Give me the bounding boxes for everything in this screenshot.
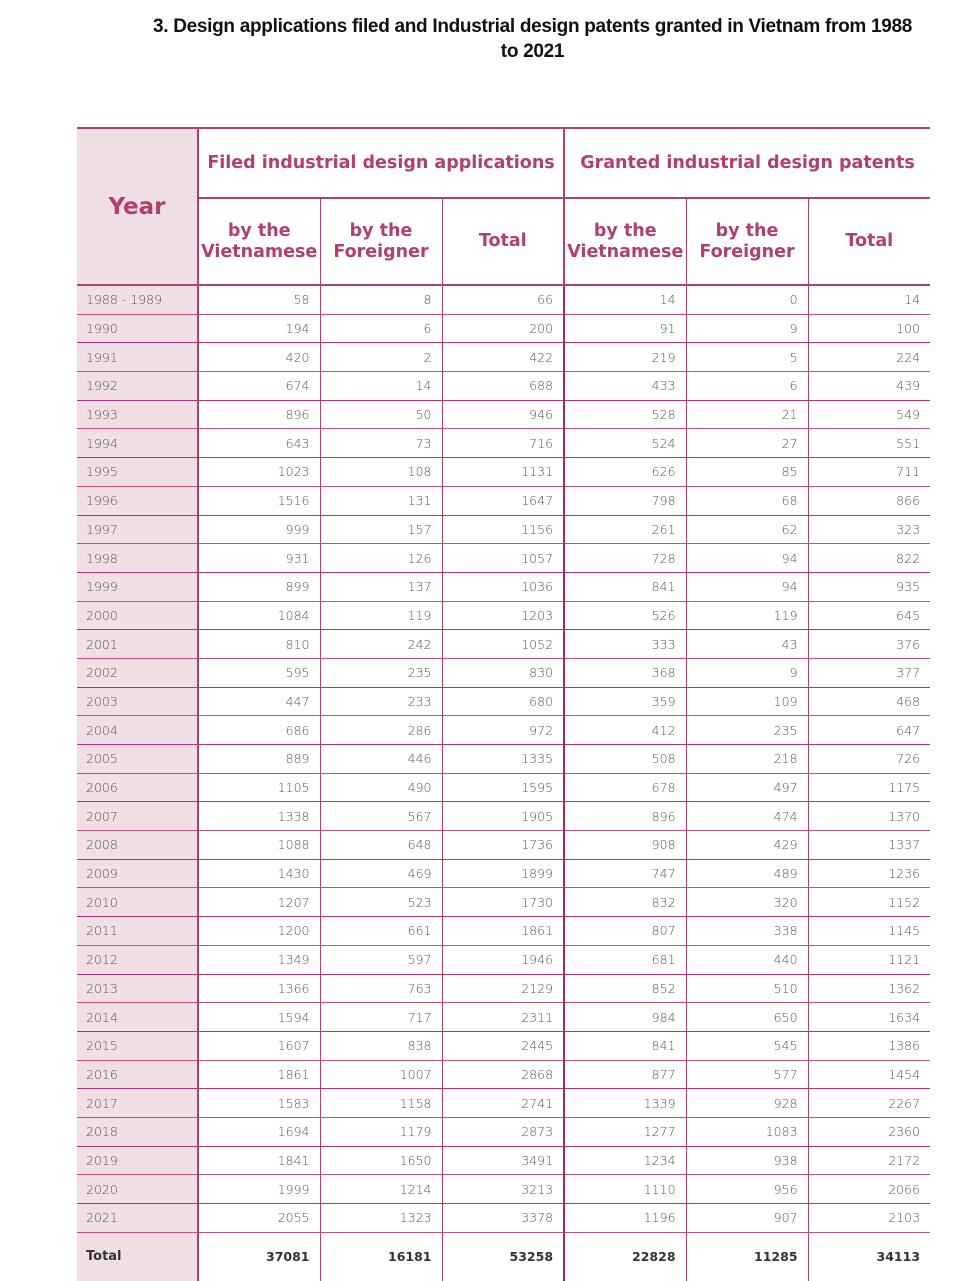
filed-total-cell: 2741 xyxy=(442,1089,564,1118)
filed-total-cell: 3213 xyxy=(442,1175,564,1204)
granted-foreigner-cell: 43 xyxy=(686,630,808,659)
granted-total-header: Total xyxy=(808,198,930,285)
granted-total-cell: 549 xyxy=(808,400,930,429)
granted-foreigner-cell: 320 xyxy=(686,888,808,917)
filed-total-cell: 1899 xyxy=(442,859,564,888)
granted-total-cell: 2172 xyxy=(808,1146,930,1175)
year-cell: 2015 xyxy=(77,1031,198,1060)
filed-foreigner-cell: 838 xyxy=(320,1031,442,1060)
filed-total-cell: 1946 xyxy=(442,945,564,974)
table-row xyxy=(77,572,930,601)
year-cell: 1997 xyxy=(77,515,198,544)
granted-total-cell: 1145 xyxy=(808,917,930,946)
table-row xyxy=(77,773,930,802)
granted-foreigner-cell: 9 xyxy=(686,314,808,343)
table-row xyxy=(77,343,930,372)
granted-foreigner-cell: 0 xyxy=(686,285,808,314)
granted-vietnamese-cell: 526 xyxy=(564,601,686,630)
granted-total-cell: 224 xyxy=(808,343,930,372)
granted-total-cell: 647 xyxy=(808,716,930,745)
filed-foreigner-cell: 1007 xyxy=(320,1060,442,1089)
table-row xyxy=(77,745,930,774)
filed-foreigner-cell: 523 xyxy=(320,888,442,917)
table-row xyxy=(77,515,930,544)
table-body xyxy=(77,285,930,1281)
granted-foreigner-cell: 510 xyxy=(686,974,808,1003)
filed-foreigner-cell: 648 xyxy=(320,831,442,860)
filed-total-cell: 1131 xyxy=(442,458,564,487)
granted-vietnamese-cell: 22828 xyxy=(564,1232,686,1281)
granted-foreigner-cell: 6 xyxy=(686,372,808,401)
filed-foreigner-cell: 126 xyxy=(320,544,442,573)
granted-total-cell: 645 xyxy=(808,601,930,630)
year-cell: 2021 xyxy=(77,1204,198,1233)
granted-vietnamese-cell: 1110 xyxy=(564,1175,686,1204)
granted-foreigner-cell: 474 xyxy=(686,802,808,831)
year-cell: 2002 xyxy=(77,658,198,687)
filed-total-cell: 3491 xyxy=(442,1146,564,1175)
year-cell: 1991 xyxy=(77,343,198,372)
filed-total-cell: 830 xyxy=(442,658,564,687)
granted-vietnamese-cell: 359 xyxy=(564,687,686,716)
year-cell: 2020 xyxy=(77,1175,198,1204)
granted-total-cell: 2103 xyxy=(808,1204,930,1233)
year-cell: 1998 xyxy=(77,544,198,573)
granted-total-cell: 1175 xyxy=(808,773,930,802)
filed-foreigner-cell: 1158 xyxy=(320,1089,442,1118)
table-row xyxy=(77,658,930,687)
granted-total-cell: 1454 xyxy=(808,1060,930,1089)
filed-total-header: Total xyxy=(442,198,564,285)
table-row xyxy=(77,601,930,630)
granted-foreigner-cell: 27 xyxy=(686,429,808,458)
granted-foreigner-cell: 11285 xyxy=(686,1232,808,1281)
filed-total-cell: 1861 xyxy=(442,917,564,946)
granted-total-cell: 1362 xyxy=(808,974,930,1003)
granted-total-cell: 551 xyxy=(808,429,930,458)
granted-foreigner-cell: 338 xyxy=(686,917,808,946)
table-row xyxy=(77,400,930,429)
filed-total-cell: 1647 xyxy=(442,486,564,515)
filed-vietnamese-cell: 1583 xyxy=(198,1089,320,1118)
table-row xyxy=(77,859,930,888)
filed-vietnamese-cell: 1084 xyxy=(198,601,320,630)
granted-total-cell: 822 xyxy=(808,544,930,573)
year-cell: 2005 xyxy=(77,745,198,774)
table-row xyxy=(77,1003,930,1032)
granted-total-cell: 711 xyxy=(808,458,930,487)
year-column-header: Year xyxy=(77,128,198,285)
granted-foreigner-header: by the Foreigner xyxy=(686,198,808,285)
year-cell: 2006 xyxy=(77,773,198,802)
filed-foreigner-cell: 6 xyxy=(320,314,442,343)
filed-vietnamese-cell: 686 xyxy=(198,716,320,745)
filed-vietnamese-cell: 999 xyxy=(198,515,320,544)
data-table-container xyxy=(77,127,930,1281)
granted-vietnamese-cell: 908 xyxy=(564,831,686,860)
filed-vietnamese-cell: 1430 xyxy=(198,859,320,888)
granted-foreigner-cell: 235 xyxy=(686,716,808,745)
filed-total-cell: 1905 xyxy=(442,802,564,831)
granted-foreigner-cell: 938 xyxy=(686,1146,808,1175)
year-cell: 2003 xyxy=(77,687,198,716)
filed-vietnamese-cell: 674 xyxy=(198,372,320,401)
granted-foreigner-cell: 1083 xyxy=(686,1117,808,1146)
granted-foreigner-cell: 928 xyxy=(686,1089,808,1118)
granted-foreigner-cell: 545 xyxy=(686,1031,808,1060)
granted-total-cell: 468 xyxy=(808,687,930,716)
filed-total-cell: 2445 xyxy=(442,1031,564,1060)
granted-foreigner-cell: 577 xyxy=(686,1060,808,1089)
year-cell: 1992 xyxy=(77,372,198,401)
year-cell: 2019 xyxy=(77,1146,198,1175)
filed-total-cell: 972 xyxy=(442,716,564,745)
year-cell: 1994 xyxy=(77,429,198,458)
granted-vietnamese-cell: 841 xyxy=(564,1031,686,1060)
granted-vietnamese-cell: 91 xyxy=(564,314,686,343)
filed-vietnamese-cell: 1999 xyxy=(198,1175,320,1204)
granted-total-cell: 1634 xyxy=(808,1003,930,1032)
granted-vietnamese-cell: 877 xyxy=(564,1060,686,1089)
table-row xyxy=(77,458,930,487)
year-cell: 2012 xyxy=(77,945,198,974)
granted-vietnamese-cell: 841 xyxy=(564,572,686,601)
filed-total-cell: 1730 xyxy=(442,888,564,917)
year-cell: 1999 xyxy=(77,572,198,601)
filed-total-cell: 1036 xyxy=(442,572,564,601)
granted-total-cell: 1370 xyxy=(808,802,930,831)
table-row xyxy=(77,285,930,314)
table-row xyxy=(77,1117,930,1146)
year-cell: 1995 xyxy=(77,458,198,487)
year-cell: 2014 xyxy=(77,1003,198,1032)
granted-total-cell: 323 xyxy=(808,515,930,544)
year-cell: 1990 xyxy=(77,314,198,343)
filed-vietnamese-cell: 1861 xyxy=(198,1060,320,1089)
total-label: Total xyxy=(77,1232,198,1281)
granted-foreigner-cell: 9 xyxy=(686,658,808,687)
table-row xyxy=(77,486,930,515)
table-row xyxy=(77,888,930,917)
table-row xyxy=(77,1175,930,1204)
filed-foreigner-cell: 119 xyxy=(320,601,442,630)
granted-foreigner-cell: 440 xyxy=(686,945,808,974)
granted-vietnamese-cell: 1234 xyxy=(564,1146,686,1175)
granted-foreigner-cell: 956 xyxy=(686,1175,808,1204)
filed-foreigner-cell: 8 xyxy=(320,285,442,314)
page-title: 3. Design applications filed and Industrial design patents granted in Vietnam from 1988 to 2021 xyxy=(152,16,913,62)
filed-foreigner-cell: 131 xyxy=(320,486,442,515)
granted-total-cell: 100 xyxy=(808,314,930,343)
filed-vietnamese-cell: 1594 xyxy=(198,1003,320,1032)
year-cell: 2017 xyxy=(77,1089,198,1118)
filed-total-cell: 946 xyxy=(442,400,564,429)
granted-foreigner-cell: 497 xyxy=(686,773,808,802)
filed-total-cell: 422 xyxy=(442,343,564,372)
filed-vietnamese-cell: 1366 xyxy=(198,974,320,1003)
filed-vietnamese-cell: 896 xyxy=(198,400,320,429)
year-cell: 1993 xyxy=(77,400,198,429)
table-row xyxy=(77,1146,930,1175)
table-row xyxy=(77,802,930,831)
filed-total-cell: 2873 xyxy=(442,1117,564,1146)
granted-total-cell: 376 xyxy=(808,630,930,659)
granted-vietnamese-cell: 626 xyxy=(564,458,686,487)
filed-total-cell: 200 xyxy=(442,314,564,343)
filed-vietnamese-cell: 420 xyxy=(198,343,320,372)
filed-total-cell: 1335 xyxy=(442,745,564,774)
granted-total-cell: 935 xyxy=(808,572,930,601)
filed-foreigner-cell: 14 xyxy=(320,372,442,401)
filed-foreigner-cell: 1179 xyxy=(320,1117,442,1146)
filed-vietnamese-cell: 595 xyxy=(198,658,320,687)
granted-total-cell: 14 xyxy=(808,285,930,314)
granted-vietnamese-cell: 852 xyxy=(564,974,686,1003)
granted-foreigner-cell: 85 xyxy=(686,458,808,487)
granted-total-cell: 34113 xyxy=(876,1249,921,1265)
granted-vietnamese-cell: 728 xyxy=(564,544,686,573)
granted-foreigner-cell: 119 xyxy=(686,601,808,630)
granted-foreigner-cell: 94 xyxy=(686,572,808,601)
granted-vietnamese-cell: 807 xyxy=(564,917,686,946)
filed-foreigner-cell: 763 xyxy=(320,974,442,1003)
year-cell: 2004 xyxy=(77,716,198,745)
granted-vietnamese-cell: 219 xyxy=(564,343,686,372)
filed-total-cell: 1595 xyxy=(442,773,564,802)
table-row xyxy=(77,974,930,1003)
filed-vietnamese-cell: 1023 xyxy=(198,458,320,487)
filed-total-cell: 1203 xyxy=(442,601,564,630)
filed-vietnamese-cell: 1207 xyxy=(198,888,320,917)
filed-vietnamese-cell: 1200 xyxy=(198,917,320,946)
table-row xyxy=(77,1204,930,1233)
filed-total-cell: 2129 xyxy=(442,974,564,1003)
filed-total-cell: 2311 xyxy=(442,1003,564,1032)
filed-vietnamese-cell: 1607 xyxy=(198,1031,320,1060)
design-statistics-table xyxy=(77,127,930,1281)
granted-foreigner-cell: 68 xyxy=(686,486,808,515)
granted-vietnamese-cell: 14 xyxy=(564,285,686,314)
granted-vietnamese-cell: 333 xyxy=(564,630,686,659)
filed-vietnamese-cell: 37081 xyxy=(198,1232,320,1281)
granted-total-cell: 1386 xyxy=(808,1031,930,1060)
filed-foreigner-cell: 567 xyxy=(320,802,442,831)
filed-foreigner-cell: 233 xyxy=(320,687,442,716)
filed-total-cell: 2868 xyxy=(442,1060,564,1089)
filed-vietnamese-cell: 2055 xyxy=(198,1204,320,1233)
year-cell: 2013 xyxy=(77,974,198,1003)
filed-vietnamese-cell: 931 xyxy=(198,544,320,573)
granted-total-cell: 726 xyxy=(808,745,930,774)
granted-vietnamese-cell: 678 xyxy=(564,773,686,802)
granted-vietnamese-cell: 798 xyxy=(564,486,686,515)
filed-vietnamese-cell: 1088 xyxy=(198,831,320,860)
filed-total-cell: 3378 xyxy=(442,1204,564,1233)
granted-total-cell: 1236 xyxy=(808,859,930,888)
granted-vietnamese-cell: 261 xyxy=(564,515,686,544)
granted-vietnamese-cell: 528 xyxy=(564,400,686,429)
filed-foreigner-cell: 446 xyxy=(320,745,442,774)
year-cell: 2018 xyxy=(77,1117,198,1146)
filed-foreigner-cell: 73 xyxy=(320,429,442,458)
year-cell: 2007 xyxy=(77,802,198,831)
granted-foreigner-cell: 5 xyxy=(686,343,808,372)
filed-total-cell: 1156 xyxy=(442,515,564,544)
filed-foreigner-cell: 597 xyxy=(320,945,442,974)
granted-patents-group-header: Granted industrial design patents xyxy=(564,128,930,198)
filed-foreigner-cell: 108 xyxy=(320,458,442,487)
granted-vietnamese-cell: 681 xyxy=(564,945,686,974)
filed-vietnamese-cell: 889 xyxy=(198,745,320,774)
year-cell: 2001 xyxy=(77,630,198,659)
filed-total-cell: 1057 xyxy=(442,544,564,573)
granted-total-cell: 1121 xyxy=(808,945,930,974)
filed-vietnamese-cell: 1516 xyxy=(198,486,320,515)
filed-vietnamese-cell: 447 xyxy=(198,687,320,716)
year-cell: 2011 xyxy=(77,917,198,946)
filed-foreigner-cell: 235 xyxy=(320,658,442,687)
filed-foreigner-cell: 469 xyxy=(320,859,442,888)
granted-total-cell: 866 xyxy=(808,486,930,515)
filed-vietnamese-cell: 1105 xyxy=(198,773,320,802)
filed-vietnamese-cell: 643 xyxy=(198,429,320,458)
filed-foreigner-cell: 50 xyxy=(320,400,442,429)
granted-vietnamese-cell: 368 xyxy=(564,658,686,687)
filed-vietnamese-cell: 58 xyxy=(198,285,320,314)
granted-vietnamese-cell: 1339 xyxy=(564,1089,686,1118)
table-row xyxy=(77,314,930,343)
filed-foreigner-cell: 286 xyxy=(320,716,442,745)
table-row xyxy=(77,429,930,458)
granted-total-cell: 1152 xyxy=(808,888,930,917)
filed-vietnamese-cell: 1349 xyxy=(198,945,320,974)
filed-foreigner-cell: 717 xyxy=(320,1003,442,1032)
year-cell: 2016 xyxy=(77,1060,198,1089)
filed-total-cell: 680 xyxy=(442,687,564,716)
filed-foreigner-cell: 16181 xyxy=(320,1232,442,1281)
year-cell: 1996 xyxy=(77,486,198,515)
filed-foreigner-cell: 490 xyxy=(320,773,442,802)
table-row xyxy=(77,687,930,716)
filed-foreigner-cell: 1650 xyxy=(320,1146,442,1175)
filed-vietnamese-cell: 1338 xyxy=(198,802,320,831)
granted-vietnamese-cell: 984 xyxy=(564,1003,686,1032)
granted-vietnamese-cell: 832 xyxy=(564,888,686,917)
granted-foreigner-cell: 218 xyxy=(686,745,808,774)
filed-total-cell: 688 xyxy=(442,372,564,401)
year-cell: 1988 - 1989 xyxy=(77,285,198,314)
year-cell: 2009 xyxy=(77,859,198,888)
granted-total-cell: 2360 xyxy=(808,1117,930,1146)
total-row xyxy=(77,1232,930,1281)
table-row xyxy=(77,716,930,745)
filed-foreigner-cell: 661 xyxy=(320,917,442,946)
filed-foreigner-cell: 137 xyxy=(320,572,442,601)
granted-vietnamese-cell: 1277 xyxy=(564,1117,686,1146)
filed-total-cell: 53258 xyxy=(442,1232,564,1281)
granted-vietnamese-cell: 896 xyxy=(564,802,686,831)
filed-foreigner-cell: 157 xyxy=(320,515,442,544)
filed-foreigner-cell: 242 xyxy=(320,630,442,659)
table-row xyxy=(77,372,930,401)
granted-foreigner-cell: 109 xyxy=(686,687,808,716)
filed-vietnamese-cell: 194 xyxy=(198,314,320,343)
filed-foreigner-cell: 1214 xyxy=(320,1175,442,1204)
granted-vietnamese-cell: 433 xyxy=(564,372,686,401)
table-row xyxy=(77,831,930,860)
filed-vietnamese-header: by the Vietnamese xyxy=(198,198,320,285)
granted-vietnamese-header: by the Vietnamese xyxy=(564,198,686,285)
granted-total-cell: 1337 xyxy=(808,831,930,860)
filed-total-cell: 1052 xyxy=(442,630,564,659)
filed-vietnamese-cell: 899 xyxy=(198,572,320,601)
granted-foreigner-cell: 489 xyxy=(686,859,808,888)
granted-vietnamese-cell: 508 xyxy=(564,745,686,774)
filed-foreigner-cell: 2 xyxy=(320,343,442,372)
granted-total-cell: 2066 xyxy=(808,1175,930,1204)
table-row xyxy=(77,945,930,974)
filed-total-cell: 716 xyxy=(442,429,564,458)
granted-foreigner-cell: 94 xyxy=(686,544,808,573)
filed-applications-group-header: Filed industrial design applications xyxy=(198,128,564,198)
filed-total-cell: 66 xyxy=(442,285,564,314)
table-row xyxy=(77,1031,930,1060)
filed-vietnamese-cell: 1694 xyxy=(198,1117,320,1146)
granted-foreigner-cell: 62 xyxy=(686,515,808,544)
granted-foreigner-cell: 650 xyxy=(686,1003,808,1032)
year-cell: 2010 xyxy=(77,888,198,917)
granted-foreigner-cell: 429 xyxy=(686,831,808,860)
granted-vietnamese-cell: 524 xyxy=(564,429,686,458)
year-cell: 2008 xyxy=(77,831,198,860)
table-row xyxy=(77,1089,930,1118)
filed-vietnamese-cell: 1841 xyxy=(198,1146,320,1175)
granted-vietnamese-cell: 747 xyxy=(564,859,686,888)
filed-foreigner-header: by the Foreigner xyxy=(320,198,442,285)
table-row xyxy=(77,1060,930,1089)
granted-total-cell: 439 xyxy=(808,372,930,401)
granted-total-cell: 2267 xyxy=(808,1089,930,1118)
granted-vietnamese-cell: 412 xyxy=(564,716,686,745)
granted-foreigner-cell: 907 xyxy=(686,1204,808,1233)
filed-vietnamese-cell: 810 xyxy=(198,630,320,659)
granted-vietnamese-cell: 1196 xyxy=(564,1204,686,1233)
table-row xyxy=(77,544,930,573)
granted-total-cell: 377 xyxy=(808,658,930,687)
table-row xyxy=(77,917,930,946)
granted-foreigner-cell: 21 xyxy=(686,400,808,429)
filed-foreigner-cell: 1323 xyxy=(320,1204,442,1233)
table-row xyxy=(77,630,930,659)
year-cell: 2000 xyxy=(77,601,198,630)
filed-total-cell: 1736 xyxy=(442,831,564,860)
